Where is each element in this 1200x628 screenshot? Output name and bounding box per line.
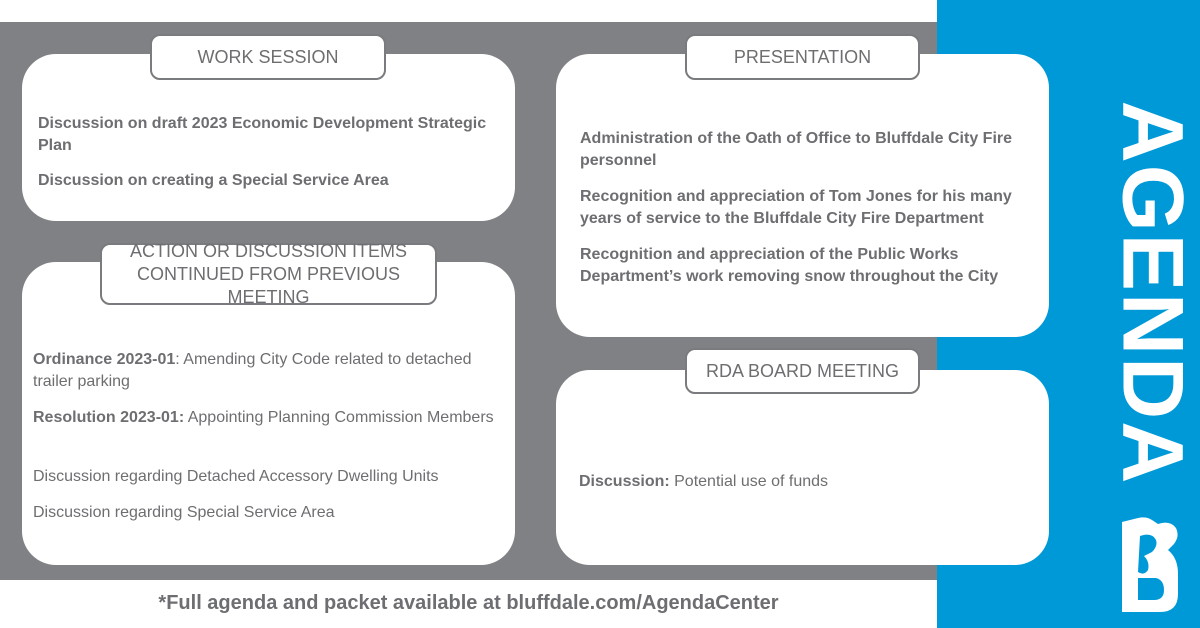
action-item-3: Discussion regarding Detached Accessory Dwelling Units [33,468,439,485]
presentation-item-1: Administration of the Oath of Office to Bluffdale City Fire personnel [580,130,1013,169]
work-session-item-2: Discussion on creating a Special Service Area [38,172,389,189]
bluffdale-logo-icon [1118,516,1180,614]
action-item-2-label: Resolution 2023-01: [33,409,185,426]
action-item-4: Discussion regarding Special Service Area [33,504,335,521]
work-session-heading: WORK SESSION [150,34,386,80]
work-session-item-1: Discussion on draft 2023 Economic Development Strategic Plan [38,115,487,154]
action-items-heading-line-1: ACTION OR DISCUSSION ITEMS [129,240,408,261]
action-items-heading [100,240,437,307]
action-item-1-text: : Amending City Code related to detached trailer parking [33,351,472,390]
agenda-title: AGENDA [1104,100,1200,486]
action-item-1 [33,349,503,393]
presentation-heading: PRESENTATION [685,34,920,80]
action-item-2-text: Appointing Planning Commission Members [184,409,494,426]
presentation-item-3: Recognition and appreciation of the Public Works Department’s work removing snow throughout the City [580,246,999,285]
rda-item-1-text: Potential use of funds [669,473,829,490]
presentation-item-2: Recognition and appreciation of Tom Jones for his many years of service to the Bluffdale City Fire Department [580,188,1012,227]
rda-card [556,370,1049,565]
footer-note: *Full agenda and packet available at bluffdale.com/AgendaCenter [158,592,779,614]
rda-heading: RDA BOARD MEETING [685,348,920,394]
action-item-2 [33,407,503,429]
rda-item-1 [579,471,1034,493]
rda-item-1-label: Discussion: [579,473,670,490]
action-item-1-label: Ordinance 2023-01 [33,351,176,368]
action-items-heading-line-2: CONTINUED FROM PREVIOUS MEETING [136,263,400,307]
